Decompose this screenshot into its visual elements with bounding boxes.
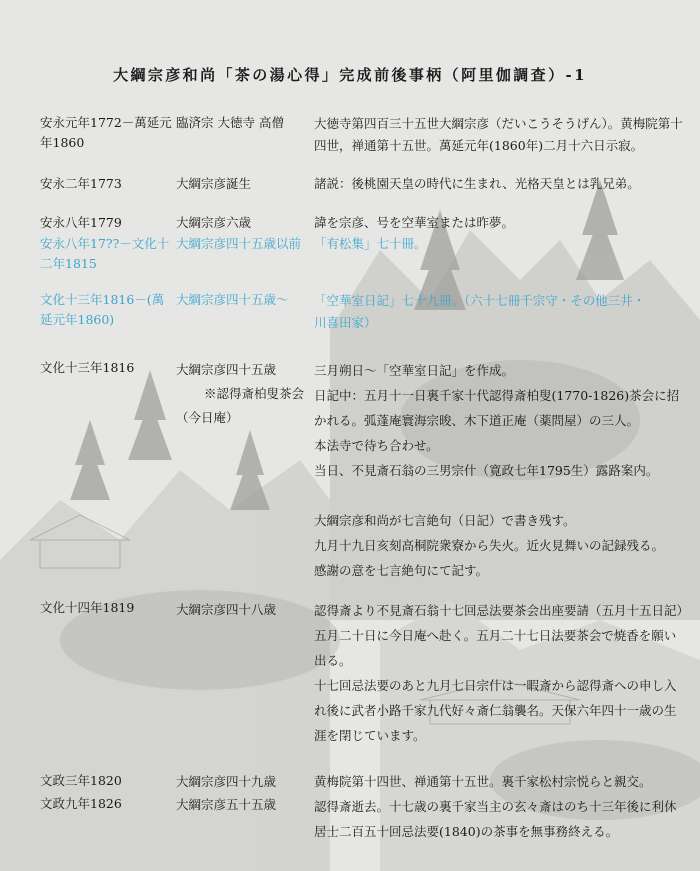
person-line: （今日庵） (176, 410, 239, 425)
row-date: 安永八年1779 (40, 215, 122, 230)
page-title: 大綱宗彦和尚「茶の湯心得」完成前後事柄（阿里伽調査）-1 (113, 66, 587, 84)
detail-line: 感謝の意を七言絶句にて記す。 (314, 563, 489, 578)
row-date: 安永二年1773 (40, 176, 122, 191)
row-detail: 「空華室日記」七十九冊。（六十七冊千宗守・その他三井・川喜田家） (314, 293, 646, 330)
detail-line: 九月十九日亥刻高桐院衆寮から失火。近火見舞いの記録残る。 (314, 538, 665, 553)
row-person: 大綱宗彦四十九歳 (176, 774, 277, 789)
row-detail: 「有松集」七十冊。 (314, 236, 427, 251)
row-person: 大綱宗彦五十五歳 (176, 797, 277, 812)
row-date: 文政三年1820 (40, 773, 122, 788)
detail-line: 日記中：五月十一日裏千家十代認得斎柏叟(1770-1826)茶会に招かれる。弧蓬庵寰海宗晙、木下道正庵（薬問屋）の三人。 (314, 388, 680, 428)
row-person: 臨済宗 大徳寺 高僧 (176, 115, 284, 130)
row-detail: 諱を宗彦、号を空華室または昨夢。 (314, 215, 515, 230)
row-date: 文政九年1826 (40, 796, 122, 811)
row-date: 文化十四年1819 (40, 600, 135, 615)
row-person: 大綱宗彦六歳 (176, 215, 252, 230)
row-date: 文化十三年1816－(萬延元年1860) (40, 292, 165, 327)
detail-line: 認得斎より不見斎石翁十七回忌法要茶会出座要請（五月十五日記） (314, 603, 690, 618)
detail-line: 本法寺で待ち合わせ。 (314, 438, 439, 453)
row-person: 大綱宗彦誕生 (176, 176, 252, 191)
row-date: 安永元年1772－萬延元年1860 (40, 115, 172, 150)
detail-line: 三月朔日～「空華室日記」を作成。 (314, 363, 515, 378)
row-detail: 大徳寺第四百三十五世大綱宗彦（だいこうそうげん）。黄梅院第十四世，禅通第十五世。萬延元年(1860年)二月十六日示寂。 (314, 116, 683, 153)
detail-line: 五月二十日に今日庵へ赴く。五月二十七日法要茶会で焼香を願い出る。 (314, 628, 677, 668)
person-line: 大綱宗彦四十五歳 (176, 362, 277, 377)
row-detail (314, 358, 686, 583)
row-detail: 諸説：後桃園天皇の時代に生まれ、光格天皇とは乳兄弟。 (314, 176, 640, 191)
row-detail: 黄梅院第十四世、禅通第十五世。裏千家松村宗悦らと親交。 (314, 774, 652, 789)
row-detail: 認得斎逝去。十七歳の裏千家当主の玄々斎はのち十三年後に利休居士二百五十回忌法要(1840)の茶事を無事務終える。 (314, 799, 677, 839)
detail-line: 十七回忌法要のあと九月七日宗什は一暇斎から認得斎への申し入れ後に武者小路千家九代好々斎仁翁襲名。天保六年四十一歳の生涯を閉じています。 (314, 678, 677, 743)
detail-spacer (314, 483, 686, 502)
row-person: 大綱宗彦四十五歳以前 (176, 236, 302, 251)
detail-line: 大綱宗彦和尚が七言絶句（日記）で書き残す。 (314, 513, 576, 528)
row-person: 大綱宗彦四十八歳 (176, 602, 277, 617)
row-date: 安永八年17??－文化十二年1815 (40, 236, 170, 271)
person-line: ※認得斎柏叟茶会 (203, 386, 304, 401)
row-date: 文化十三年1816 (40, 360, 135, 375)
row-person: 大綱宗彦四十五歳～ (176, 292, 289, 307)
row-detail (314, 598, 690, 748)
row-person (176, 358, 304, 430)
detail-line: 当日、不見斎石翁の三男宗什（寛政七年1795生）露路案内。 (314, 463, 659, 478)
